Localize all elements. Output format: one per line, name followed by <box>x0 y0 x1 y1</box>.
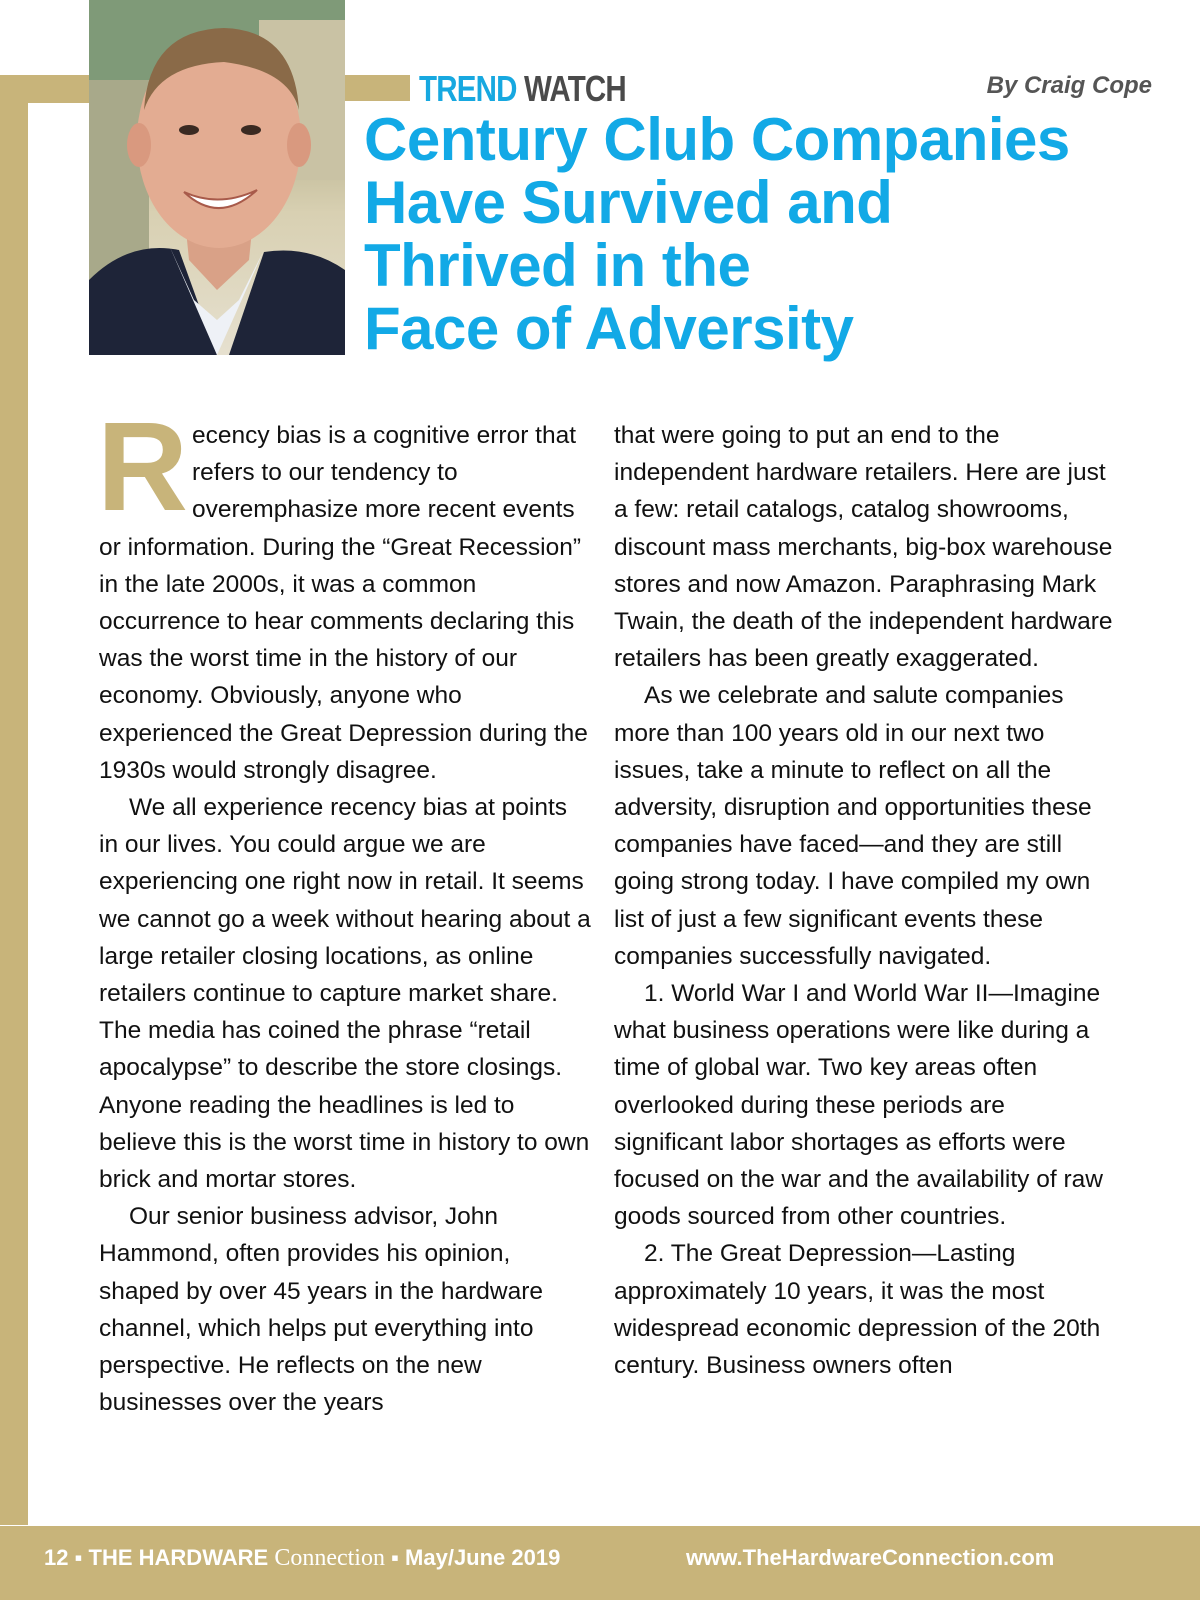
article-paragraph: We all experience recency bias at points in our lives. You could argue we are experiencing one right now in retail. It seems we cannot go a week without hearing about a large retailer closing locations, as online retailers continue to capture market share. The media has coined the phrase “retail apocalypse” to describe the store closings. Anyone reading the headlines is led to believe this is the worst time in history to own brick and mortar stores. <box>99 794 591 1194</box>
article-paragraph: that were going to put an end to the independent hardware retailers. Here are just a few: retail catalogs, catalog showrooms, discount mass merchants, big-box warehouse stores and now Amazon. Paraphrasing Mark Twain, the death of the independent hardware retailers has been greatly exaggerated. <box>614 422 1113 673</box>
drop-cap: R <box>97 396 188 537</box>
headline-line: Century Club Companies <box>364 106 1070 173</box>
article-headline <box>364 108 1184 360</box>
section-kicker <box>419 68 626 110</box>
gold-frame-accent <box>345 75 410 101</box>
article-column-right <box>614 417 1114 1384</box>
headline-line: Thrived in the <box>364 232 751 299</box>
website-link[interactable]: www.TheHardwareConnection.com <box>686 1545 1055 1570</box>
byline: By Craig Cope <box>986 72 1152 99</box>
author-photo <box>89 0 345 355</box>
article-paragraph: Our senior business advisor, John Hammond, often provides his opinion, shaped by over 45 years in the hardware channel, which helps put everything into perspective. He reflects on the new businesses over the years <box>99 1203 543 1417</box>
article-column-left <box>97 396 591 1421</box>
kicker-watch: WATCH <box>523 68 626 109</box>
bullet-separator: ▪ <box>74 1545 89 1570</box>
article-paragraph: 2. The Great Depression—Lasting approximately 10 years, it was the most widespread economic depression of the 20th century. Business owners often <box>614 1240 1101 1380</box>
paragraph-text: ecency bias is a cognitive error that refers to our tendency to overemphasize more recent events or information. During the “Great Recession” in the late 2000s, it was a common occurrence to hear comments declaring this was the worst time in the history of our economy. Obviously, anyone who experienced the Great Depression during the 1930s would strongly disagree. <box>99 422 588 784</box>
article-paragraph <box>97 396 591 789</box>
footer-folio <box>44 1545 560 1572</box>
publication-name-serif: Connection <box>274 1545 385 1571</box>
article-paragraph: 1. World War I and World War II—Imagine what business operations were like during a time of global war. Two key areas often overlooked during these periods are significant labor shortages as efforts were focused on the war and the availability of raw goods sourced from other countries. <box>614 980 1103 1231</box>
gold-frame-left <box>0 75 28 1525</box>
issue-date: May/June 2019 <box>405 1545 561 1570</box>
headline-line: Have Survived and <box>364 169 893 236</box>
page-number: 12 <box>44 1545 69 1570</box>
headline-line: Face of Adversity <box>364 295 854 362</box>
bullet-separator: ▪ <box>391 1545 406 1570</box>
article-paragraph: As we celebrate and salute companies more than 100 years old in our next two issues, take a minute to reflect on all the adversity, disruption and opportunities these companies have faced—and they are still going strong today. I have compiled my own list of just a few significant events these companies successfully navigated. <box>614 682 1092 970</box>
kicker-trend: TREND <box>419 68 517 109</box>
publication-name-bold: THE HARDWARE <box>88 1545 269 1570</box>
